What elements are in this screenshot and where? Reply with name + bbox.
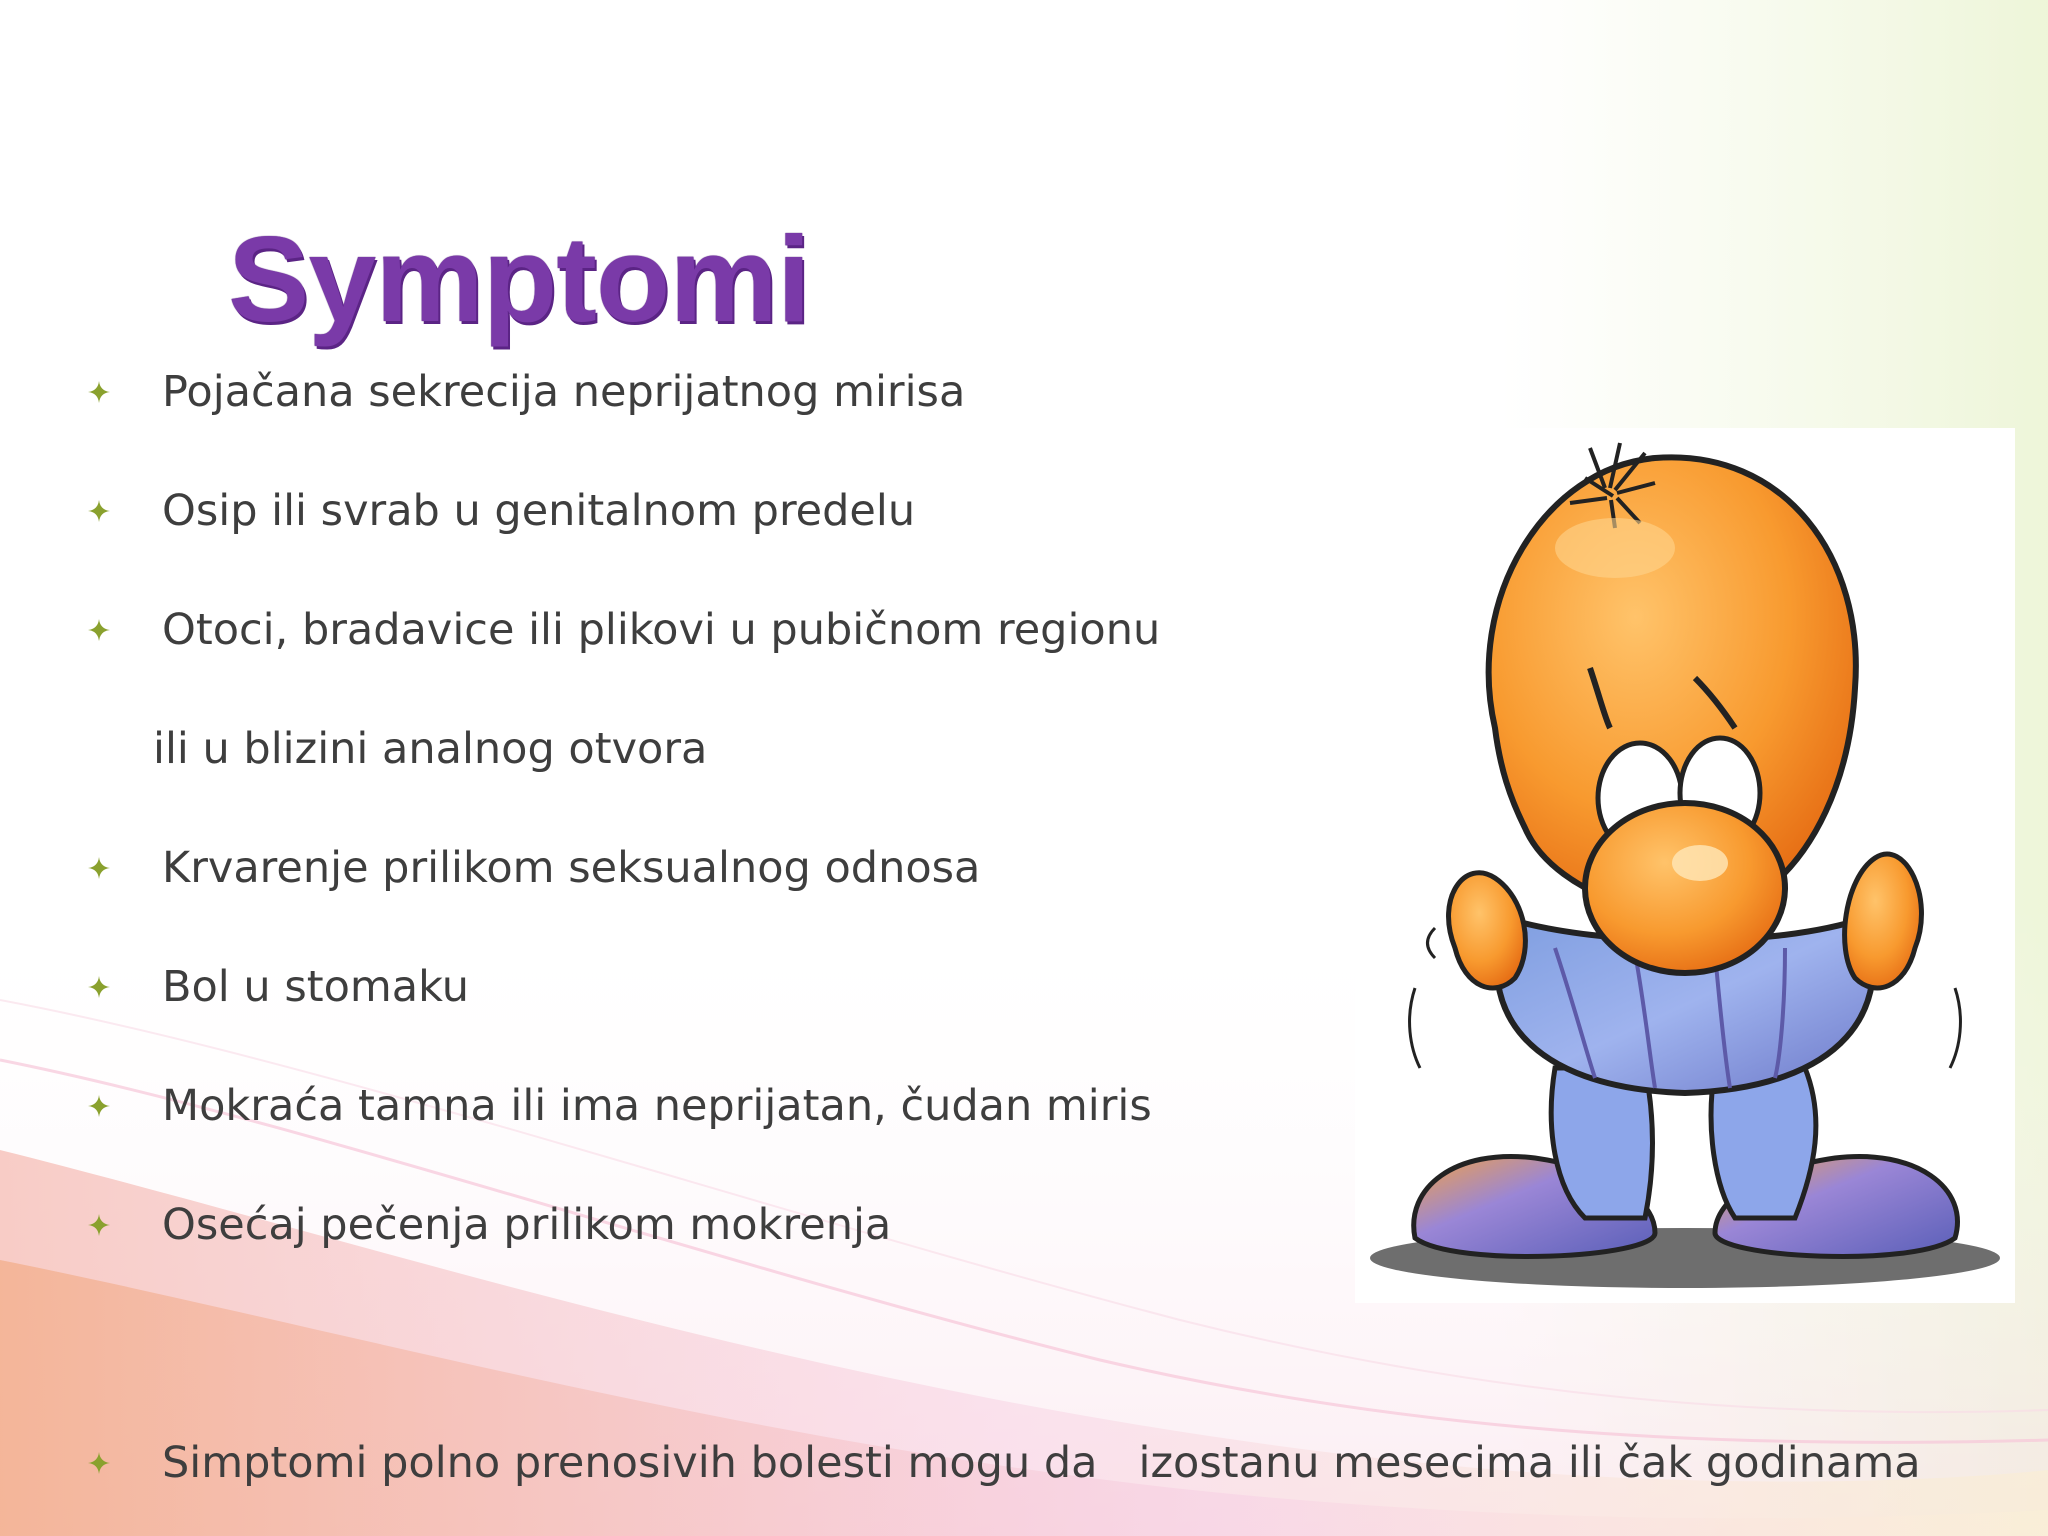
bullet-continuation: ili u blizini analnog otvora <box>153 724 708 774</box>
bullet-text: Bol u stomaku <box>162 962 469 1012</box>
bullet-text: Osip ili svrab u genitalnom predelu <box>162 486 916 536</box>
bullet-text: Mokraća tamna ili ima neprijatan, čudan miris <box>162 1081 1152 1131</box>
four-point-star-icon <box>88 500 162 522</box>
four-point-star-icon <box>88 976 162 998</box>
four-point-star-icon <box>88 1095 162 1117</box>
four-point-star-icon <box>88 1214 162 1236</box>
bullet-item <box>88 481 915 541</box>
bullet-item <box>88 1195 891 1255</box>
bullet-text: Osećaj pečenja prilikom mokrenja <box>162 1200 892 1250</box>
bullet-text: Krvarenje prilikom seksualnog odnosa <box>162 843 981 893</box>
bullet-text: Otoci, bradavice ili plikovi u pubičnom regionu <box>162 605 1161 655</box>
four-point-star-icon <box>88 1452 162 1474</box>
bullet-item <box>88 1076 1152 1136</box>
four-point-star-icon <box>88 381 162 403</box>
bullet-item <box>88 362 965 422</box>
four-point-star-icon <box>88 857 162 879</box>
footer-bullet-item <box>88 1433 1921 1493</box>
bullet-text: Pojačana sekrecija neprijatnog mirisa <box>162 367 966 417</box>
bullet-item <box>88 600 1160 660</box>
slide-title: Symptomi <box>228 211 810 347</box>
bullet-item <box>88 957 469 1017</box>
bullet-item <box>88 838 980 898</box>
footer-bullet-text: Simptomi polno prenosivih bolesti mogu da izostanu mesecima ili čak godinama <box>162 1438 1921 1488</box>
worried-cartoon-illustration <box>1355 428 2015 1303</box>
four-point-star-icon <box>88 619 162 641</box>
